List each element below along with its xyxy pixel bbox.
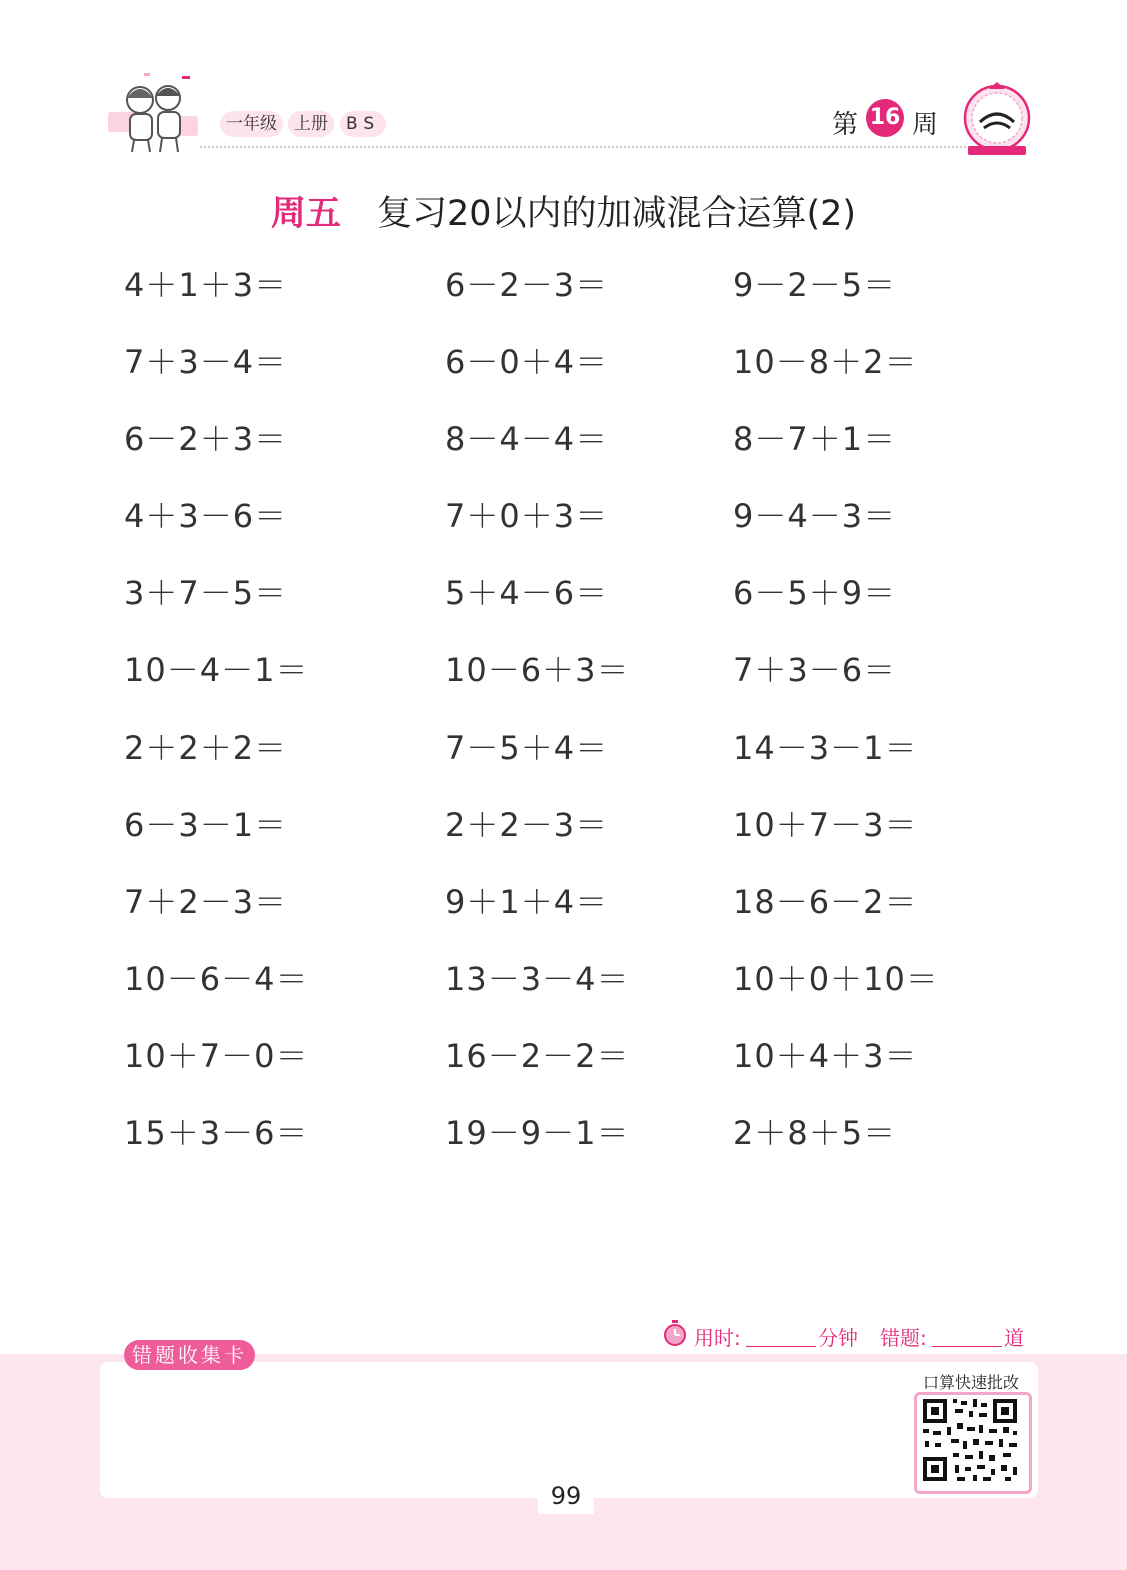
problem-row xyxy=(0,800,1127,877)
problem-row xyxy=(0,1108,1127,1185)
problem-equation: 7＋3－6＝ xyxy=(733,651,897,690)
problem-row xyxy=(0,491,1127,568)
problem-equation: 19－9－1＝ xyxy=(445,1114,630,1153)
volume-tag: 上册 xyxy=(288,111,334,137)
grade-tag: 一年级 xyxy=(220,111,283,137)
week-number-badge: 16 xyxy=(866,99,904,137)
qr-pattern xyxy=(917,1395,1023,1485)
problem-row xyxy=(0,414,1127,491)
problem-equation: 7＋3－4＝ xyxy=(124,343,288,382)
page-title xyxy=(0,186,1127,236)
errors-label: 错题: xyxy=(880,1326,927,1350)
problem-row xyxy=(0,337,1127,414)
problem-grid xyxy=(0,260,1127,1185)
problem-equation: 9－2－5＝ xyxy=(733,266,897,304)
problem-equation: 6－2－3＝ xyxy=(445,266,609,304)
qr-section xyxy=(912,1370,1030,1490)
problem-equation: 10＋7－0＝ xyxy=(124,1036,309,1075)
problem-equation: 3＋7－5＝ xyxy=(124,574,288,613)
stopwatch-icon xyxy=(662,1320,688,1346)
title-text: 复习20以内的加减混合运算(2) xyxy=(376,194,857,234)
week-suffix: 周 xyxy=(912,110,939,140)
problem-row xyxy=(0,877,1127,954)
problem-equation: 8－7＋1＝ xyxy=(733,420,897,459)
errors-unit: 道 xyxy=(1004,1326,1024,1350)
problem-equation: 5＋4－6＝ xyxy=(445,574,609,613)
problem-equation: 2＋2＋2＝ xyxy=(124,728,288,767)
problem-equation: 6－5＋9＝ xyxy=(733,574,897,613)
problem-equation: 9－4－3＝ xyxy=(733,497,897,536)
card-label: 错题收集卡 xyxy=(124,1340,255,1370)
page-number: 99 xyxy=(538,1474,594,1514)
errors-blank[interactable] xyxy=(932,1346,1002,1347)
problem-equation: 10＋7－3＝ xyxy=(733,805,918,844)
time-error-record xyxy=(660,1318,1040,1352)
problem-equation: 7＋2－3＝ xyxy=(124,882,288,921)
problem-equation: 10－6＋3＝ xyxy=(445,651,630,690)
time-unit: 分钟 xyxy=(818,1326,858,1350)
problem-equation: 10－8＋2＝ xyxy=(733,343,918,382)
kids-illustration xyxy=(104,72,204,156)
problem-equation: 4＋1＋3＝ xyxy=(124,266,288,304)
problem-equation: 2＋2－3＝ xyxy=(445,805,609,844)
problem-equation: 4＋3－6＝ xyxy=(124,497,288,536)
problem-row xyxy=(0,260,1127,337)
title-day: 周五 xyxy=(270,194,341,234)
problem-row xyxy=(0,954,1127,1031)
problem-equation: 14－3－1＝ xyxy=(733,728,918,767)
problem-equation: 7－5＋4＝ xyxy=(445,728,609,767)
problem-equation: 6－3－1＝ xyxy=(124,805,288,844)
problem-equation: 10＋4＋3＝ xyxy=(733,1036,918,1075)
problem-equation: 18－6－2＝ xyxy=(733,882,918,921)
problem-equation: 16－2－2＝ xyxy=(445,1036,630,1075)
problem-equation: 2＋8＋5＝ xyxy=(733,1114,897,1153)
problem-equation: 15＋3－6＝ xyxy=(124,1114,309,1153)
problem-equation: 13－3－4＝ xyxy=(445,959,630,998)
problem-row xyxy=(0,568,1127,645)
page-header xyxy=(0,0,1127,170)
problem-equation: 10－6－4＝ xyxy=(124,959,309,998)
problem-row xyxy=(0,723,1127,800)
problem-equation: 6－0＋4＝ xyxy=(445,343,609,382)
header-divider xyxy=(200,146,970,148)
problem-row xyxy=(0,645,1127,722)
problem-row xyxy=(0,1031,1127,1108)
time-label: 用时: xyxy=(694,1326,741,1350)
problem-equation: 9＋1＋4＝ xyxy=(445,882,609,921)
time-blank[interactable] xyxy=(746,1346,816,1347)
problem-equation: 6－2＋3＝ xyxy=(124,420,288,459)
problem-equation: 10＋0＋10＝ xyxy=(733,959,939,998)
edition-tag: BS xyxy=(340,111,386,137)
problem-equation: 8－4－4＝ xyxy=(445,420,609,459)
brand-seal-logo xyxy=(962,80,1032,158)
problem-equation: 7＋0＋3＝ xyxy=(445,497,609,536)
qr-code-icon[interactable] xyxy=(914,1392,1032,1494)
qr-label: 口算快速批改 xyxy=(922,1373,1019,1392)
week-prefix: 第 xyxy=(832,110,859,140)
problem-equation: 10－4－1＝ xyxy=(124,651,309,690)
